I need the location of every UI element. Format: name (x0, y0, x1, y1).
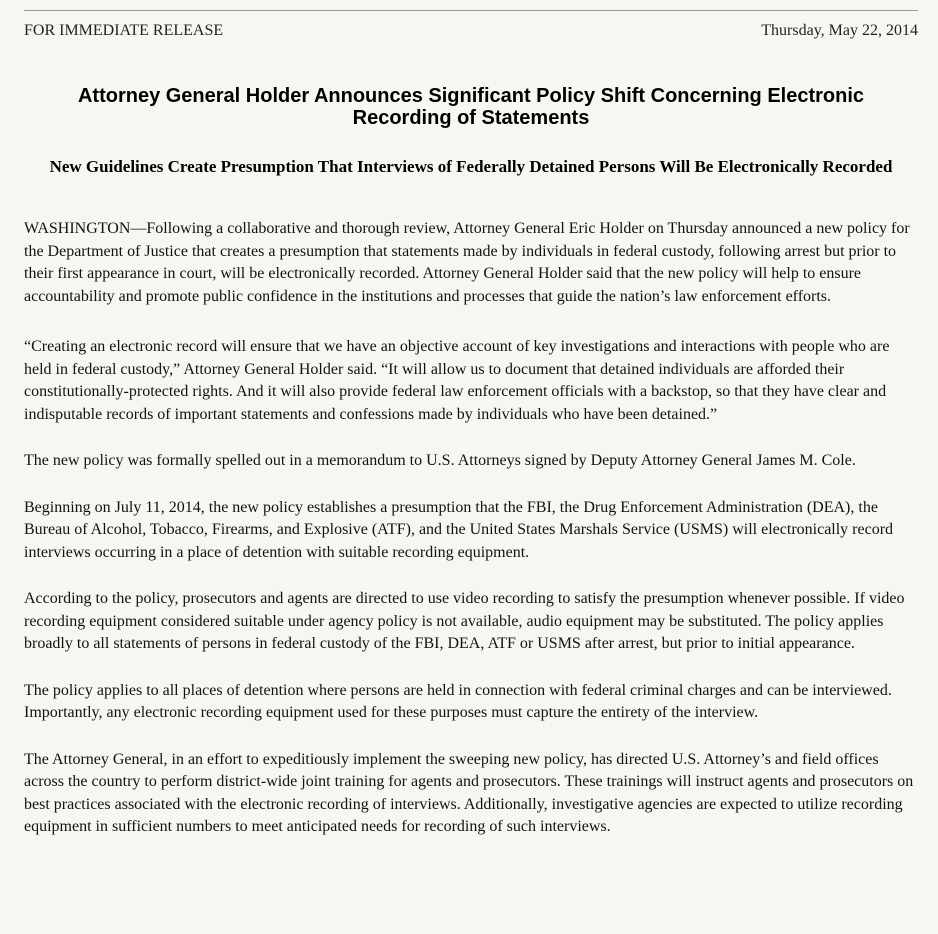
press-release (24, 10, 918, 863)
paragraph: Beginning on July 11, 2014, the new policy establishes a presumption that the FBI, the Drug Enforcement Administration (DEA), the Bureau of Alcohol, Tobacco, Firearms, and Explosive (ATF), and the United States Marshals Service (USMS) will electronically record interviews occurring in a place of detention with suitable recording equipment. (24, 498, 894, 561)
article-body (24, 218, 918, 839)
page-subtitle: New Guidelines Create Presumption That Interviews of Federally Detained Persons Will Be Electronically Recorded (49, 157, 893, 176)
top-divider (24, 10, 918, 11)
paragraph: “Creating an electronic record will ensure that we have an objective account of key investigations and interactions with people who are held in federal custody,” Attorney General Holder said. “It will allow us to document that detained individuals are afforded their constitutionally-protected rights. And it will also provide federal law enforcement officials with a backstop, so that they have clear and indisputable records of important statements and confessions made by individuals who have been detained.” (24, 338, 890, 423)
release-header (24, 21, 918, 41)
paragraph: According to the policy, prosecutors and agents are directed to use video recording to satisfy the presumption whenever possible. If video recording equipment considered suitable under agency policy is not available, audio equipment may be substituted. The policy applies broadly to all statements of persons in federal custody of the FBI, DEA, ATF or USMS after arrest, but prior to initial appearance. (24, 590, 905, 652)
release-label: FOR IMMEDIATE RELEASE (24, 22, 224, 39)
paragraph: WASHINGTON—Following a collaborative and thorough review, Attorney General Eric Holder on Thursday announced a new policy for the Department of Justice that creates a presumption that statements made by individuals in federal custody, following arrest but prior to their first appearance in court, will be electronically recorded. Attorney General Holder said that the new policy will help to ensure accountability and promote public confidence in the institutions and processes that guide the nation’s law enforcement efforts. (24, 220, 910, 305)
paragraph: The Attorney General, in an effort to expeditiously implement the sweeping new policy, has directed U.S. Attorney’s and field offices across the country to perform district-wide joint training for agents and prosecutors. These trainings will instruct agents and prosecutors on best practices associated with the electronic recording of interviews. Additionally, investigative agencies are expected to utilize recording equipment in sufficient numbers to meet anticipated needs for recording of such interviews. (24, 750, 914, 835)
page-title: Attorney General Holder Announces Significant Policy Shift Concerning Electronic Recording of Statements (77, 85, 865, 129)
paragraph: The policy applies to all places of detention where persons are held in connection with federal criminal charges and can be interviewed. Importantly, any electronic recording equipment used for these purposes must capture the entirety of the interview. (24, 681, 892, 721)
paragraph: The new policy was formally spelled out in a memorandum to U.S. Attorneys signed by Deputy Attorney General James M. Cole. (24, 452, 856, 469)
release-date: Thursday, May 22, 2014 (761, 22, 918, 39)
